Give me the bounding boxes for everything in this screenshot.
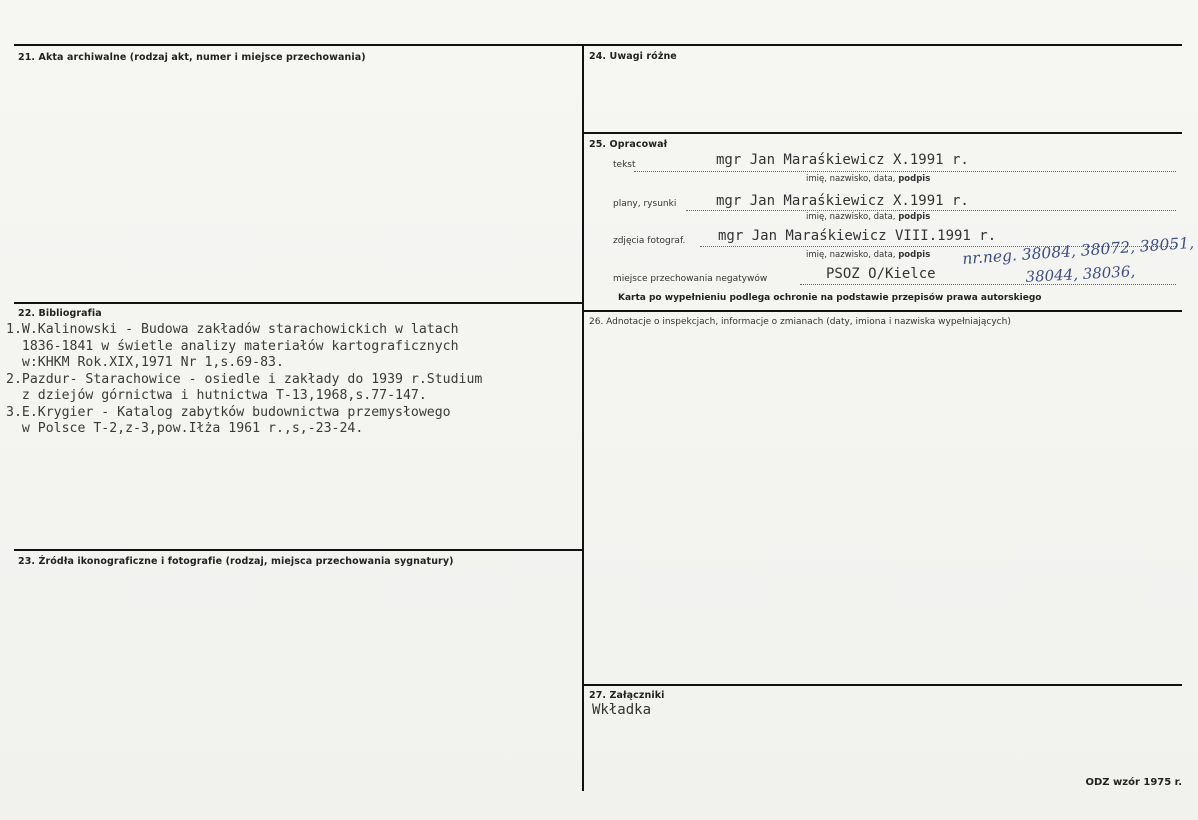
section-21-title: 21. Akta archiwalne (rodzaj akt, numer i miejsce przechowania)	[18, 52, 366, 63]
top-rule	[14, 44, 1182, 46]
section-23-title: 23. Źródła ikonograficzne i fotografie (rodzaj, miejsca przechowania sygnatury)	[18, 556, 454, 567]
negative-numbers-line2: 38044, 38036,	[1025, 262, 1136, 286]
rule-27	[584, 684, 1182, 686]
section-27-title: 27. Załączniki	[589, 690, 665, 701]
rule-25	[584, 132, 1182, 134]
plans-sign-hint: imię, nazwisko, data, podpis	[806, 212, 931, 222]
text-value: mgr Jan Maraśkiewicz X.1991 r.	[716, 152, 969, 168]
negatives-dotted-line	[800, 284, 1176, 285]
form-version: ODZ wzór 1975 r.	[1085, 777, 1182, 788]
rule-23	[14, 549, 582, 551]
copyright-note: Karta po wypełnieniu podlega ochronie na podstawie przepisów prawa autorskiego	[618, 293, 1042, 303]
attachments-value: Wkładka	[592, 702, 652, 718]
negatives-label: miejsce przechowania negatywów	[613, 274, 768, 284]
text-dotted-line	[634, 171, 1176, 172]
rule-26	[584, 310, 1182, 312]
bibliography-text: 1.W.Kalinowski - Budowa zakładów starachowickich w latach 1836-1841 w świetle analizy materiałów kartograficznych w:KHKM Rok.XIX,1971 Nr 1,s.69-83. 2.Pazdur- Starachowice - osiedle i zakłady do 1939 r.Studium z dziejów górnictwa i hutnictwa T-13,1968,s.77-147. 3.E.Krygier - Katalog zabytków budownictwa przemysłowego w Polsce T-2,z-3,pow.Iłża 1961 r.,s,-23-24.	[6, 322, 483, 436]
rule-22	[14, 302, 582, 304]
plans-value: mgr Jan Maraśkiewicz X.1991 r.	[716, 193, 969, 209]
section-26-title: 26. Adnotacje o inspekcjach, informacje o zmianach (daty, imiona i nazwiska wypełniających)	[589, 317, 1011, 327]
plans-label: plany, rysunki	[613, 199, 677, 209]
negatives-value: PSOZ O/Kielce	[826, 266, 936, 282]
text-label: tekst	[613, 160, 636, 170]
text-sign-hint: imię, nazwisko, data, podpis	[806, 174, 931, 184]
center-divider	[582, 45, 584, 791]
photos-sign-hint: imię, nazwisko, data, podpis	[806, 250, 931, 260]
section-22-title: 22. Bibliografia	[18, 308, 102, 319]
plans-dotted-line	[686, 210, 1176, 211]
negative-numbers-line1: nr.neg. 38084, 38072, 38051,	[961, 233, 1195, 268]
photos-value: mgr Jan Maraśkiewicz VIII.1991 r.	[718, 228, 997, 244]
section-24-title: 24. Uwagi różne	[589, 51, 677, 62]
photos-label: zdjęcia fotograf.	[613, 236, 686, 246]
section-25-title: 25. Opracował	[589, 139, 668, 150]
